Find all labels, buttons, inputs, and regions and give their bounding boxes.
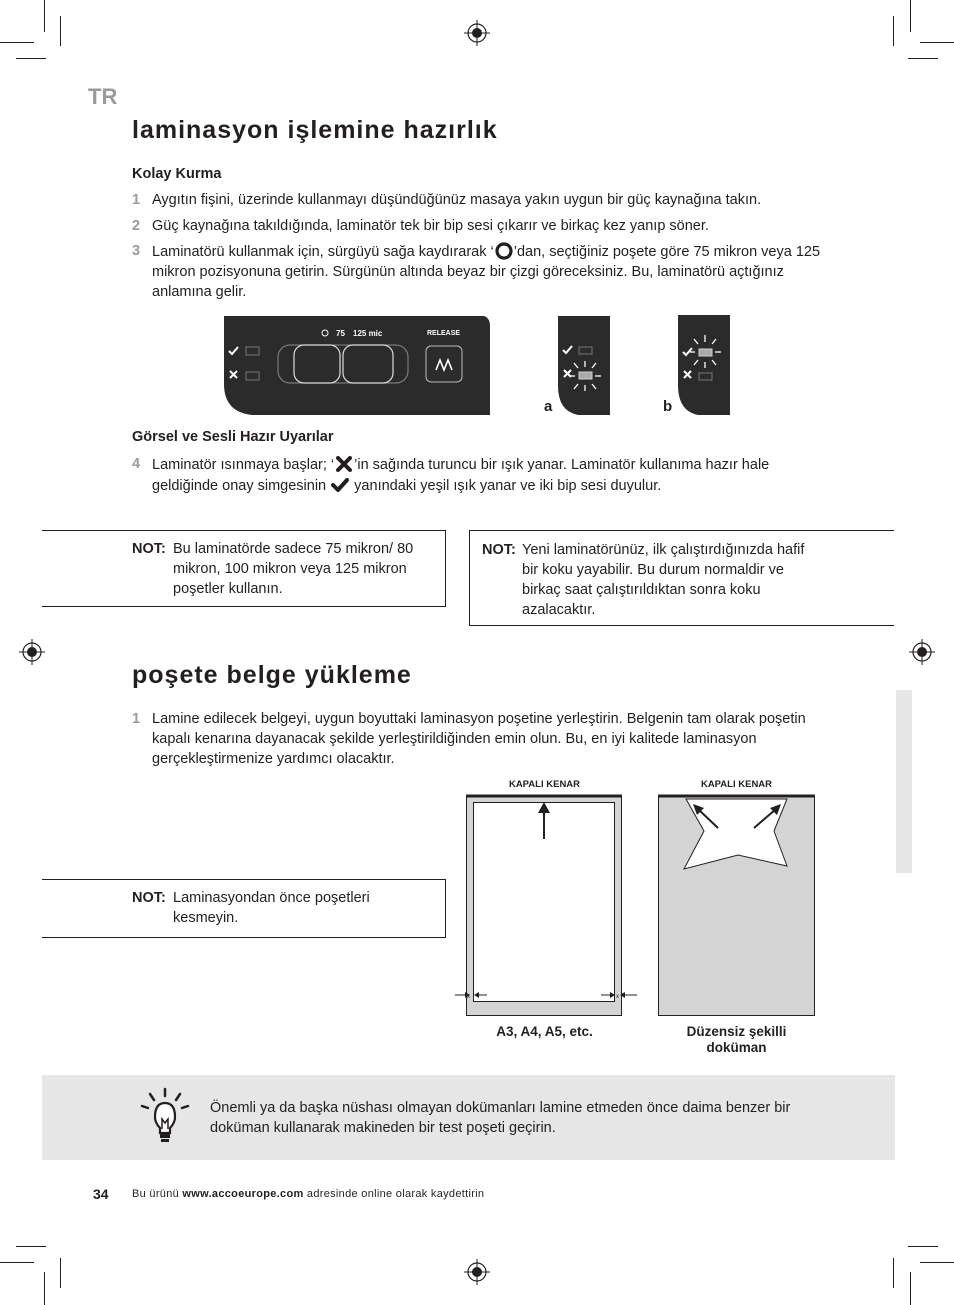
scale-label-75: 75: [336, 329, 345, 338]
crop-mark: [60, 1258, 61, 1288]
registration-mark-icon: [464, 20, 490, 46]
step-item: [132, 709, 822, 769]
step-item: [132, 454, 822, 496]
figure-label-b: b: [663, 398, 673, 415]
step-text: Laminatörü kullanmak için, sürgüyü sağa kaydırarak ‘ ’dan, seçtiğiniz poşete göre 75 mikron veya 125 mikron pozisyonuna getirin. Sürgünün altında beyaz bir çizgi göreceksiniz. Bu, laminatörü açtığınız anlamına gelir.: [152, 241, 822, 302]
crop-mark: [920, 42, 954, 43]
step-number: 2: [132, 218, 141, 234]
check-icon: [330, 475, 350, 495]
crop-mark: [60, 16, 61, 46]
section-title: poşete belge yükleme: [132, 661, 412, 689]
step-item: [132, 241, 822, 302]
crop-mark: [16, 1246, 46, 1247]
step-number: 1: [132, 192, 141, 208]
side-tab: [896, 690, 912, 873]
note-text: Yeni laminatörünüz, ilk çalıştırdığınızda hafif bir koku yayabilir. Bu durum normaldir ve birkaç saat çalıştırıldıktan sonra koku azalacaktır.: [522, 542, 805, 618]
lightbulb-icon: [139, 1087, 191, 1147]
release-label: RELEASE: [427, 330, 461, 337]
scale-label-125: 125 mic: [353, 329, 383, 338]
control-panel-illustration: [222, 314, 492, 416]
step-text: Aygıtın fişini, üzerinde kullanmayı düşündüğünüz masaya yakın uygun bir güç kaynağına takın.: [152, 192, 762, 208]
crop-mark: [893, 1258, 894, 1288]
footer-url-link[interactable]: www.accoeurope.com: [182, 1188, 304, 1200]
tip-text: Önemli ya da başka nüshası olmayan dokümanları lamine etmeden önce daima benzer bir doküman kullanarak makineden bir test poşeti geçirin.: [210, 1100, 791, 1136]
margin-mark: x: [616, 994, 619, 1000]
note-label: NOT:: [132, 541, 166, 557]
crop-mark: [910, 0, 911, 32]
step-number: 3: [132, 243, 141, 259]
step-text: Güç kaynağına takıldığında, laminatör tek bir bip sesi çıkarır ve birkaç kez yanıp söner.: [152, 218, 709, 234]
figure-label-a: a: [544, 398, 553, 415]
step-item: [132, 190, 822, 210]
pouch-diagram-irregular: [656, 793, 818, 1019]
margin-mark: x: [467, 994, 470, 1000]
crop-mark: [0, 1262, 34, 1263]
note-box: [42, 879, 446, 938]
step-text: Lamine edilecek belgeyi, uygun boyuttaki laminasyon poşetine yerleştirin. Belgenin tam olarak poşetin kapalı kenarına dayanacak şekilde yerleştirildiğinden emin olun. Bu, en iyi kalitede laminasyon gerçekleştirmenize yardımcı olacaktır.: [152, 711, 806, 767]
panel-detail-a: [556, 316, 612, 416]
crop-mark: [910, 1272, 911, 1305]
registration-mark-icon: [19, 639, 45, 665]
tip-box: [42, 1075, 895, 1160]
subheading: Kolay Kurma: [132, 166, 222, 182]
page-number: 34: [93, 1186, 109, 1202]
step-item: [132, 216, 822, 236]
section-title: laminasyon işlemine hazırlık: [132, 116, 498, 144]
diagram-caption: A3, A4, A5, etc.: [496, 1024, 593, 1039]
panel-detail-b: [676, 315, 732, 416]
crop-mark: [44, 0, 45, 32]
crop-mark: [920, 1262, 954, 1263]
crop-mark: [0, 42, 34, 43]
power-off-circle-icon: [494, 241, 514, 261]
subheading: Görsel ve Sesli Hazır Uyarılar: [132, 429, 334, 445]
note-text: Laminasyondan önce poşetleri kesmeyin.: [173, 890, 370, 926]
note-box: [469, 530, 894, 626]
crop-mark: [908, 1246, 938, 1247]
sealed-edge-label: KAPALI KENAR: [508, 779, 581, 790]
sealed-edge-label: KAPALI KENAR: [700, 779, 773, 790]
registration-mark-icon: [464, 1259, 490, 1285]
crop-mark: [16, 58, 46, 59]
note-box: [42, 530, 446, 607]
step-number: 1: [132, 711, 141, 727]
diagram-caption: Düzensiz şekilli doküman: [686, 1024, 787, 1055]
footer-text: Bu ürünü www.accoeurope.com adresinde online olarak kaydettirin: [132, 1188, 485, 1200]
step-text: Laminatör ısınmaya başlar; ‘ ’in sağında turuncu bir ışık yanar. Laminatör kullanıma hazır hale geldiğinde onay simgesinin yanındaki yeşil ışık yanar ve iki bip sesi duyulur.: [152, 454, 822, 496]
language-tag: TR: [88, 84, 118, 109]
step-number: 4: [132, 456, 141, 472]
note-label: NOT:: [482, 542, 516, 558]
note-label: NOT:: [132, 890, 166, 906]
crop-mark: [893, 16, 894, 46]
crop-mark: [44, 1272, 45, 1305]
crop-mark: [908, 58, 938, 59]
cross-icon: [334, 454, 354, 474]
registration-mark-icon: [909, 639, 935, 665]
note-text: Bu laminatörde sadece 75 mikron/ 80 mikron, 100 mikron veya 125 mikron poşetler kullanın.: [173, 541, 414, 597]
pouch-diagram-standard: [455, 793, 640, 1019]
